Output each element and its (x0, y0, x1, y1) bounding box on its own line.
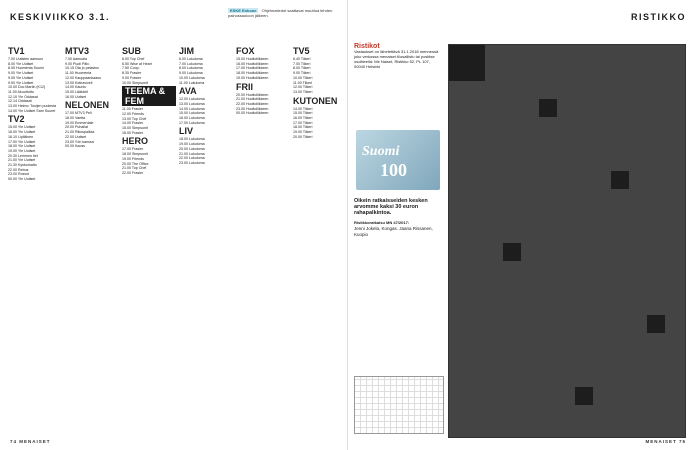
program-item: 11.00 Frasier (122, 107, 143, 112)
program-item: 23.00 Lukuloma (179, 160, 205, 165)
program-item: 20.00 Huoltoliikkeen (236, 92, 269, 97)
grid-black-block (503, 243, 521, 261)
program-item: 12.14 Oddasat (8, 99, 32, 104)
program-item: 22.00 Uutiset (65, 134, 87, 139)
program-item: 8.00 Yle Uutiset (8, 61, 34, 66)
program-item: 10.00 Tiikeri (293, 75, 313, 80)
channel-name: SUB (122, 46, 142, 56)
program-note (228, 8, 346, 18)
program-item: 19.00 Tiikeri (293, 130, 313, 135)
channel-name: TEEMA & FEM (122, 86, 176, 106)
page-section-header: RISTIKKO (630, 12, 686, 22)
program-item: 11.00 Tiikeri (293, 80, 313, 85)
crossword-page (348, 0, 696, 450)
program-item: 23.00 Yön kanssa (65, 139, 94, 144)
channel-name: LIV (179, 126, 194, 137)
program-item: 17.00 Huoltoliikkeen (236, 66, 269, 71)
program-item: 9.00 Tiikeri (293, 71, 311, 76)
program-item: 16.00 Lukuloma (179, 116, 205, 121)
program-item: 10.00 Doc Martin (K12) (8, 85, 46, 90)
program-item: 7.50 Coop. (122, 66, 140, 71)
program-item: 21.00 Huoltoliikkeen (236, 97, 269, 102)
program-item: 14.00 Frasier (122, 121, 144, 126)
program-item: 17.00 Frasier (122, 147, 144, 152)
program-item: 21.30 Kyskomatto (8, 163, 37, 168)
program-item: 10.00 Simpsonit (122, 80, 148, 85)
channel-name: FOX (236, 46, 255, 56)
program-item: 8.00 Tiikeri (293, 66, 311, 71)
program-item: 9.05 Yle Uutiset (8, 75, 34, 80)
program-list (293, 57, 347, 95)
tv-column (179, 45, 233, 440)
program-item: 22.00 Lukuloma (179, 156, 205, 161)
program-item: 19.00 Huoltoliikkeen (236, 75, 269, 80)
program-item: 6.40 Tiikeri (293, 57, 311, 61)
grid-black-block (647, 315, 665, 333)
previous-solution-grid (354, 376, 444, 434)
channel-name: TV1 (8, 46, 25, 56)
grid-black-block (611, 171, 629, 189)
program-item: 15.00 Yle Uutiset (8, 125, 36, 130)
program-item: 22.00 Huoltoliikkeen (236, 101, 269, 106)
program-list (122, 107, 176, 135)
winner-title: Ristikkoratkaisu MN 47/2017: (354, 220, 410, 225)
program-item: 16.00 Frasier (122, 130, 144, 135)
program-item: 13.00 Kotiraviveli (65, 80, 93, 85)
program-item: 19.00 Yle Uutiset (8, 148, 36, 153)
program-item: 7.00 Aamuala (65, 57, 87, 61)
program-item: 15.00 Lukuloma (179, 111, 205, 116)
program-item: 21.00 Yle Uutiset (8, 158, 36, 163)
program-item: 00.00 Yle Uutiset (8, 177, 36, 182)
program-item: 15.00 Tiikeri (293, 111, 313, 116)
program-item: 14.00 Yle Uutiset Sam Suuret (8, 108, 56, 113)
program-list (65, 111, 119, 149)
program-list (179, 57, 233, 85)
page-date-header: KESKIVIIKKO 3.1. (10, 12, 111, 22)
grid-black-block (575, 387, 593, 405)
program-item: 17.00 Lukuloma (179, 120, 205, 125)
program-item: 00.00 Kaoss (65, 144, 85, 149)
program-list (236, 57, 290, 81)
program-item: 13.00 Heimo: Tosijen puolesta (8, 104, 57, 109)
program-item: 16.00 Uutiset (65, 94, 87, 99)
program-item: 17.00 Yle Uutiset (8, 139, 36, 144)
program-list (179, 137, 233, 165)
grid-black-block (539, 99, 557, 117)
program-item: 10.15 Ota jo pelastus (65, 66, 99, 71)
page-footer: 74 MENAISET (10, 439, 51, 444)
program-item: 17.00 Tiikeri (293, 120, 313, 125)
program-item: 00.00 Huoltoliikkeen (236, 111, 269, 116)
tv-column (65, 45, 119, 440)
finland-100-image (356, 130, 440, 190)
program-item: 21.00 Rikospaikka (65, 130, 95, 135)
prize-text: Oikein ratkaisseiden kesken arvomme kaksi 30 euron rahapalkintoa. (354, 198, 428, 216)
program-list (293, 107, 347, 140)
program-list (65, 57, 119, 99)
program-item: 20.00 Tiikeri (293, 134, 313, 139)
channel-name: JIM (179, 46, 195, 56)
program-item: 10.00 Lukuloma (179, 75, 205, 80)
channel-name: KUTONEN (293, 95, 338, 106)
channel-name: TV2 (8, 114, 25, 125)
program-item: 9.50 Yle Uutiset (8, 80, 34, 85)
grid-black-block (449, 45, 485, 81)
program-item: 14.00 Tiikeri (293, 106, 313, 111)
program-item: 11.00 Huomenta (65, 71, 92, 76)
winner-names: Jenni Jokela, Kongas. Jaana Rissanen, Kuopio (354, 226, 433, 237)
program-list (122, 57, 176, 85)
program-item: 12.00 Friends (122, 111, 144, 116)
program-item: 16.10 Lipiläinen (8, 134, 34, 139)
note-badge: ESKE Enkone (230, 8, 257, 13)
program-item: 7.00 Tiikeri (293, 61, 311, 66)
program-item: 9.00 Lukuloma (179, 71, 203, 76)
program-item: 18.00 Vaetta (65, 116, 86, 121)
crossword-grid[interactable] (448, 44, 686, 438)
program-item: 12.10 Yle Oddasat (8, 94, 38, 99)
program-item: 16.00 Yle Uutiset (8, 130, 36, 135)
program-list (236, 93, 290, 117)
program-item: 9.00 Yle Uutiset (8, 71, 34, 76)
finland-number: 100 (380, 160, 407, 180)
program-item: 8.00 Lukuloma (179, 66, 203, 71)
program-item: 7.00 Uutisten aamuun (8, 57, 44, 61)
program-item: 16.00 Tiikeri (293, 116, 313, 121)
program-item: 11.00 Akuuttuttu (8, 89, 34, 94)
ristikot-logo: Ristikot (354, 43, 380, 50)
tv-column (8, 45, 62, 440)
program-item: 9.00 Puoli Päiv. (65, 61, 90, 66)
note-text: Ohjelmatiedot saattavat muuttua lehden painossaoloon jälkeen. (228, 8, 333, 18)
contest-info (354, 44, 442, 69)
program-item: 18.00 Huoltoliikkeen (236, 71, 269, 76)
program-item: 15.00 Simpsonit (122, 126, 148, 131)
program-item: 12.00 Lukuloma (179, 97, 205, 102)
tv-column (122, 45, 176, 440)
program-item: 22.00 Rebus (8, 167, 29, 172)
program-list (8, 57, 62, 113)
page-footer: MENAISET 75 (645, 439, 686, 444)
program-item: 14.00 Kaunis (65, 85, 86, 90)
program-list (179, 97, 233, 125)
program-item: 23.00 Rosvot (8, 172, 30, 177)
program-item: 20.00 Lukuloma (179, 146, 205, 151)
program-item: 21.00 Top Chef (122, 166, 147, 171)
answer-instructions: Vastaukset on lähetettävä 31.1.2018 mennessä joko verkossa menaiset.fi/osallistu tai postitse osoitteella: Me Naiset, Ristikko 52, PL 107, 00040 Helsinki (354, 49, 439, 69)
program-item: 18.00 Yle Uutiset (8, 144, 36, 149)
program-list (8, 125, 62, 181)
program-item: 6.00 Lukuloma (179, 57, 203, 61)
program-item: 7.00 Lukuloma (179, 61, 203, 66)
program-item: 8.35 Frasier (122, 71, 142, 76)
program-item: 13.00 Top Chef (122, 116, 147, 121)
program-item: 19.00 Friends (122, 156, 144, 161)
program-item: 19.00 Lukuloma (179, 142, 205, 147)
program-item: 6.00 Top Chef (122, 57, 145, 61)
tv-column (236, 45, 290, 440)
program-item: 9.00 Frasier (122, 75, 142, 80)
program-item: 23.00 Huoltoliikkeen (236, 106, 269, 111)
program-item: 13.00 Lukuloma (179, 101, 205, 106)
program-item: 15.00 Huoltoliikkeen (236, 57, 269, 61)
channel-name: MTV3 (65, 46, 90, 56)
channel-name: AVA (179, 86, 197, 97)
channel-name: TV5 (293, 46, 310, 56)
tv-column (293, 45, 347, 440)
channel-name: HERO (122, 136, 149, 147)
program-item: 18.00 Simpsonit (122, 152, 148, 157)
channel-name: NELONEN (65, 100, 110, 111)
program-item: 14.00 Lukuloma (179, 106, 205, 111)
program-item: 22.00 Frasier (122, 170, 144, 175)
channel-name: FRII (236, 81, 253, 92)
prize-info (354, 198, 442, 238)
program-item: 20.00 Puhallat (65, 125, 88, 130)
program-item: 13.00 Tiikeri (293, 89, 313, 94)
program-item: 21.00 Lukuloma (179, 151, 205, 156)
program-item: 12.00 Kauppaankaasu (65, 75, 101, 80)
program-list (122, 147, 176, 175)
finland-title: Suomi (362, 144, 400, 159)
program-item: 20.00 The Office (122, 161, 149, 166)
program-item: 18.00 Tiikeri (293, 125, 313, 130)
program-item: 12.00 Tiikeri (293, 85, 313, 90)
program-item: 16.00 Huoltoliikkeen (236, 61, 269, 66)
program-item: 6.50 Wise at Heart (122, 61, 152, 66)
program-item: 8.05 Huomenta Suomi (8, 66, 44, 71)
program-item: 20.30 Lemmen tiet (8, 153, 38, 158)
program-item: 18.00 Lukuloma (179, 137, 205, 142)
program-item: 17.00 MTV3 Peli (65, 111, 92, 116)
program-item: 15.00 Lääkärit (65, 89, 88, 94)
program-item: 11.00 Lukuloma (179, 80, 205, 85)
program-item: 19.00 Emmerdale (65, 120, 94, 125)
